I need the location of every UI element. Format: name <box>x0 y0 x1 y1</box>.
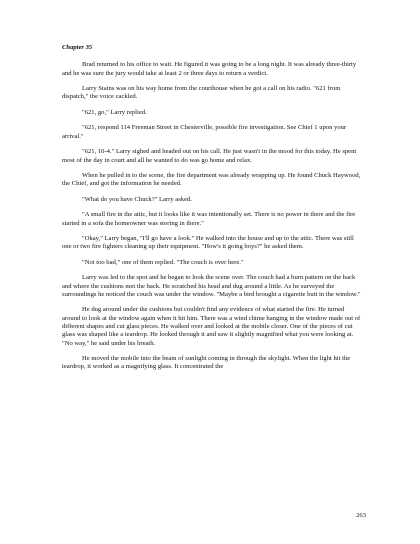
paragraph: He dug around under the cushions but couldn't find any evidence of what started the fire. He turned around to look at the window again when it hit him. There was a wind chime hanging in the window made out of different shapes and cut glass pieces. He walked over and looked at the mobile closer. One of the pieces of cut glass was shaped like a teardrop. He looked through it and saw it slightly magnified what you were looking at. "No way," he said under his breath. <box>62 306 361 347</box>
paragraph: When he pulled in to the scene, the fire department was already wrapping up. He found Chuck Haywood, the Chief, and got the information he needed. <box>62 172 361 188</box>
paragraph: Larry Stains was on his way home from the courthouse when he got a call on his radio. "621 from dispatch," the voice cackled. <box>62 85 341 101</box>
page-number: 263 <box>356 512 366 519</box>
paragraph: "What do you have Chuck?" Larry asked. <box>82 195 192 203</box>
chapter-title: Chapter 35 <box>62 44 93 51</box>
paragraph: Larry was led to the spot and he began to look the scene over. The couch had a burn pattern on the back and where the cushions met the back. He scratched his head and dug around a little. As he surveyed the surroundings he noticed the couch was under the window. "Maybe a bird brought a cigarette butt in the window." <box>62 274 361 298</box>
page-body <box>62 44 362 379</box>
paragraph: "Okay," Larry began, "I'll go have a look." He walked into the house and up to the attic. There was still one or two fire fighters cleaning up their equipment. "How's it going boys?" he asked them. <box>62 235 354 251</box>
paragraph: "621, go," Larry replied. <box>82 108 147 116</box>
paragraph: "621, respond 114 Freeman Street in Chesterville, possible fire investigation. See Chief 1 upon your arrival." <box>62 124 347 140</box>
paragraph: Brad returned to his office to wait. He figured it was going to be a long night. It was already three-thirty and he was sure the jury would take at least 2 or three days to return a verdict. <box>62 61 357 77</box>
paragraph: "621, 10-4." Larry sighed and headed out on his call. He just wasn't in the mood for this today. He spent most of the day in court and all he wanted to do was go home and relax. <box>62 148 357 164</box>
paragraph: He moved the mobile into the beam of sunlight coming in through the skylight. When the light hit the teardrop, it worked as a magnifying glass. It concentrated the <box>62 355 351 371</box>
paragraph: "A small fire in the attic, but it looks like it was intentionally set. There is no power in there and the fire started in a sofa the homeowner was storing in there." <box>62 211 356 227</box>
paragraph: "Not too bad," one of them replied. "The couch is over here." <box>82 258 244 266</box>
